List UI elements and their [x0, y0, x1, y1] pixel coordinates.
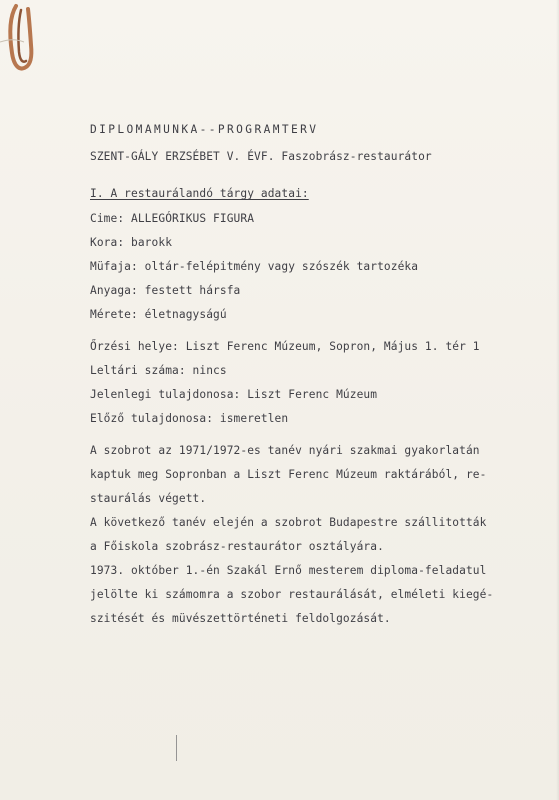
body-line-7: jelölte ki számomra a szobor restaurálását, elméleti kiegé- [90, 588, 494, 601]
field-previous-owner: Előző tulajdonosa: ismeretlen [90, 412, 289, 425]
body-line-6: 1973. október 1.-én Szakál Ernő mesterem diploma-feladatul [90, 564, 487, 577]
field-material: Anyaga: festett hársfa [90, 284, 241, 297]
body-line-2: kaptuk meg Sopronban a Liszt Ferenc Múzeum raktárából, re- [90, 468, 487, 481]
section-title: I. A restaurálandó tárgy adatai: [90, 187, 309, 200]
field-genre: Müfaja: oltár-felépitmény vagy szószék tartozéka [90, 260, 419, 273]
field-size: Mérete: életnagyságú [90, 308, 227, 321]
body-line-5: a Főiskola szobrász-restaurátor osztályára. [90, 540, 384, 553]
field-storage-location: Őrzési helye: Liszt Ferenc Múzeum, Sopron, Május 1. tér 1 [90, 340, 480, 353]
field-inventory-number: Leltári száma: nincs [90, 364, 227, 377]
paper-clip-icon [0, 0, 60, 90]
body-line-4: A következő tanév elején a szobrot Budapestre szállitották [90, 516, 487, 529]
document-title: DIPLOMAMUNKA--PROGRAMTERV [90, 123, 319, 136]
ink-mark [176, 735, 177, 761]
author-line: SZENT-GÁLY ERZSÉBET V. ÉVF. Faszobrász-restaurátor [90, 150, 432, 163]
body-line-8: szitését és müvészettörténeti feldolgozását. [90, 612, 391, 625]
field-title: Cime: ALLEGÓRIKUS FIGURA [90, 212, 255, 225]
body-line-1: A szobrot az 1971/1972-es tanév nyári szakmai gyakorlatán [90, 444, 480, 457]
field-current-owner: Jelenlegi tulajdonosa: Liszt Ferenc Múzeum [90, 388, 378, 401]
field-period: Kora: barokk [90, 236, 173, 249]
body-line-3: staurálás végett. [90, 492, 207, 505]
